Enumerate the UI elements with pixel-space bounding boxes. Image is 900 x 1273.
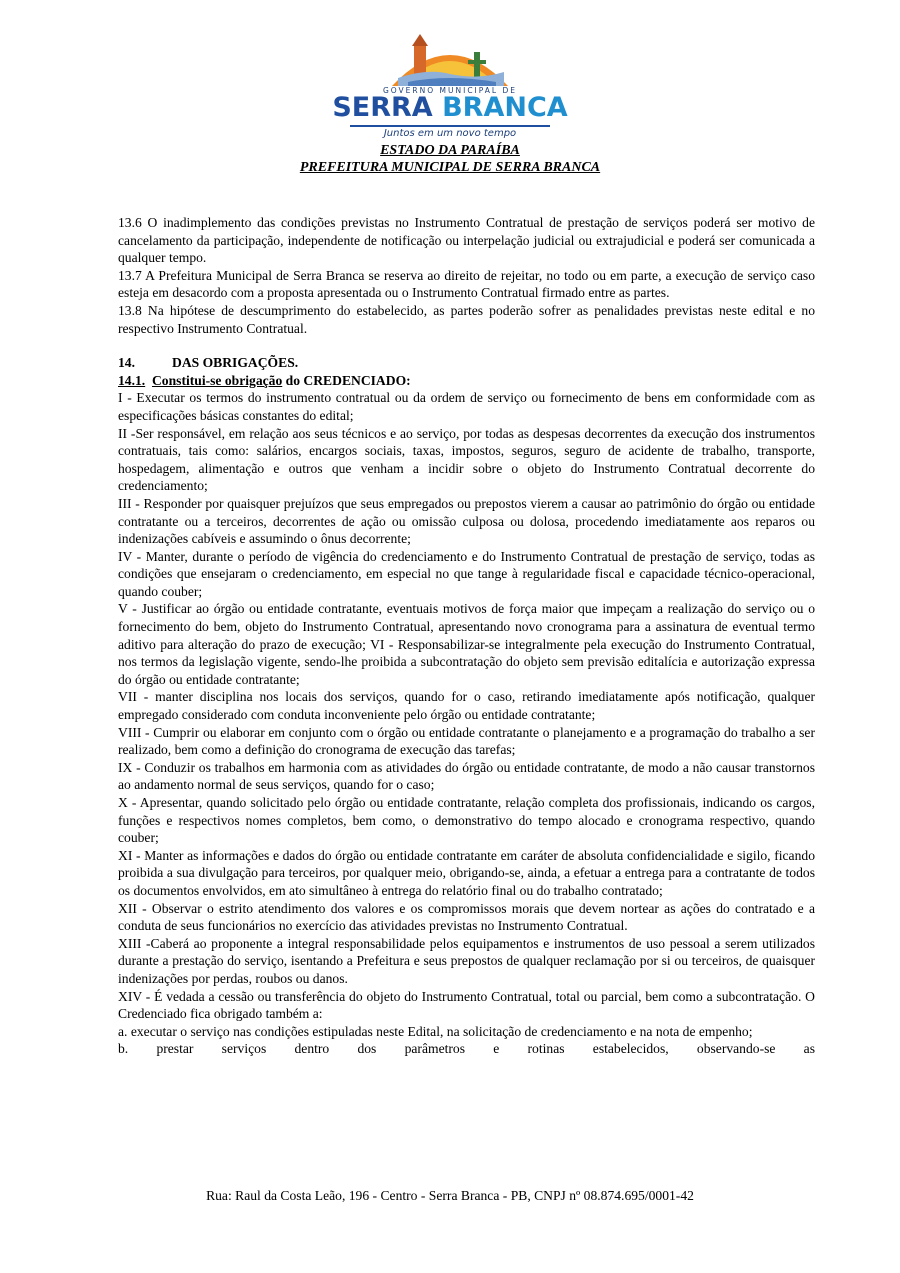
logo-divider — [350, 125, 550, 127]
paragraph-13-6: 13.6 O inadimplemento das condições previstas no Instrumento Contratual de prestação de serviços poderá ser motivo de cancelamento da participação, independente de notificação ou interpelação judicial ou extrajudicial e poderá ser comunicada a qualquer tempo. — [118, 215, 815, 266]
obligation-x: X - Apresentar, quando solicitado pelo órgão ou entidade contratante, relação completa dos profissionais, indicando os cargos, funções e respectivos nomes completos, bem como, o demonstrativo do tempo alocado e cronograma respectivo, quando couber; — [118, 795, 815, 846]
logo-slogan: Juntos em um novo tempo — [383, 128, 517, 139]
logo-brand-branca: BRANCA — [442, 92, 568, 123]
obligation-i: I - Executar os termos do instrumento contratual ou da ordem de serviço ou fornecimento de bens em conformidade com as especificações básicas constantes do edital; — [118, 390, 815, 423]
letterhead — [0, 30, 900, 176]
municipal-logo — [330, 30, 570, 142]
subsection-number: 14.1. — [118, 372, 146, 388]
logo-government-label: GOVERNO MUNICIPAL DE — [382, 86, 518, 95]
logo-brand — [330, 92, 570, 124]
logo-emblem-icon — [388, 30, 512, 86]
obligation-xii: XII - Observar o estrito atendimento dos valores e os compromissos morais que devem nortear as ações do contratado e a conduta de seus funcionários no exercício das atividades previstas no Instrumento Contratual. — [118, 900, 815, 934]
obligation-viii: VIII - Cumprir ou elaborar em conjunto com o órgão ou entidade contratante o planejamento e a programação do trabalho a ser realizado, bem como a definição do cronograma de execução das tarefas; — [118, 724, 815, 758]
section-heading — [118, 354, 815, 372]
obligation-ii: II -Ser responsável, em relação aos seus técnicos e ao serviço, por todas as despesas decorrentes da execução dos instrumentos contratuais, tais como: salários, encargos sociais, taxas, impostos, seguros, seguro de acidente de trabalho, transporte, hospedagem, alimentação e outros que venham a incidir sobre o objeto do Instrumento Contratual decorrente do credenciamento; — [118, 425, 815, 494]
obligation-ix: IX - Conduzir os trabalhos em harmonia com as atividades do órgão ou entidade contratante, de modo a não causar transtornos ao andamento normal de seus serviços, quando for o caso; — [118, 759, 815, 793]
subsection-heading — [118, 372, 815, 390]
obligation-vii: VII - manter disciplina nos locais dos serviços, quando for o caso, retirando imediatamente após notificação, qualquer empregado considerado com conduta inconveniente pelo órgão ou entidade contratante; — [118, 689, 815, 723]
spacer — [118, 337, 815, 354]
paragraph-13-8: 13.8 Na hipótese de descumprimento do estabelecido, as partes poderão sofrer as penalidades previstas neste edital e no respectivo Instrumento Contratual. — [118, 302, 815, 336]
obligation-a: a. executar o serviço nas condições estipuladas neste Edital, na solicitação de credenciamento e na nota de empenho; — [118, 1023, 753, 1039]
obligation-iii: III - Responder por quaisquer prejuízos que seus empregados ou prepostos vierem a causar ao patrimônio do órgão ou entidade contratante ou a terceiros, decorrentes de ação ou omissão culposa ou dolosa, procedendo imediatamente aos reparos ou indenizações cabíveis e assumindo o ônus decorrente; — [118, 495, 815, 547]
obligation-v-vi: V - Justificar ao órgão ou entidade contratante, eventuais motivos de força maior que impeçam a realização do serviço ou o fornecimento do bem, objeto do Instrumento Contratual, apresentando novo cronograma para a assinatura de eventual termo aditivo para alteração do prazo de execução; VI - Responsabilizar-se integralmente pela execução do Instrumento Contratual, nos termos da legislação vigente, sendo-lhe proibida a subcontratação do objeto sem previsão editalícia e autorização expressa do órgão ou entidade contratante; — [118, 601, 815, 687]
section-number: 14. — [118, 355, 135, 371]
section-title: DAS OBRIGAÇÕES. — [172, 355, 299, 371]
subsection-title-rest: do CREDENCIADO: — [285, 372, 411, 388]
state-heading: ESTADO DA PARAÍBA — [380, 143, 520, 158]
obligation-b: b. prestar serviços dentro dos parâmetros e rotinas estabelecidos, observando-se as — [118, 1041, 815, 1057]
subsection-title-underlined: Constitui-se obrigação — [151, 372, 283, 388]
prefecture-heading: PREFEITURA MUNICIPAL DE SERRA BRANCA — [299, 160, 601, 175]
obligation-xi: XI - Manter as informações e dados do órgão ou entidade contratante em caráter de absoluta confidencialidade e sigilo, ficando proibida a sua divulgação para terceiros, por qualquer meio, obrigando-se, ainda, a efetuar a entrega para a contratante de todos os documentos envolvidos, em ato simultâneo à entrega do relatório final ou do trabalho contratado; — [118, 847, 815, 898]
paragraph-13-7: 13.7 A Prefeitura Municipal de Serra Branca se reserva ao direito de rejeitar, no todo ou em parte, a execução de serviço caso esteja em desacordo com a proposta apresentada ou o Instrumento Contratual firmado entre as partes. — [118, 267, 815, 301]
document-body — [118, 214, 815, 1058]
obligation-xiv: XIV - É vedada a cessão ou transferência do objeto do Instrumento Contratual, total ou parcial, bem como a subcontratação. O Credenciado fica obrigado também a: — [118, 988, 815, 1022]
logo-brand-serra: SERRA — [332, 92, 433, 123]
page-footer-address: Rua: Raul da Costa Leão, 196 - Centro - Serra Branca - PB, CNPJ nº 08.874.695/0001-42 — [206, 1188, 694, 1203]
obligation-xiii: XIII -Caberá ao proponente a integral responsabilidade pelos equipamentos e instrumentos de uso pessoal a serem utilizados durante a prestação do serviço, isentando a Prefeitura e seus prepostos de qualquer reclamação por si ou terceiros, de quaisquer indenizações por perdas, roubos ou danos. — [118, 935, 815, 986]
obligation-iv: IV - Manter, durante o período de vigência do credenciamento e do Instrumento Contratual de prestação de serviço, todas as condições que ensejaram o credenciamento, em especial no que tange à regularidade fiscal e capacidade técnico-operacional, quando couber; — [118, 548, 815, 599]
